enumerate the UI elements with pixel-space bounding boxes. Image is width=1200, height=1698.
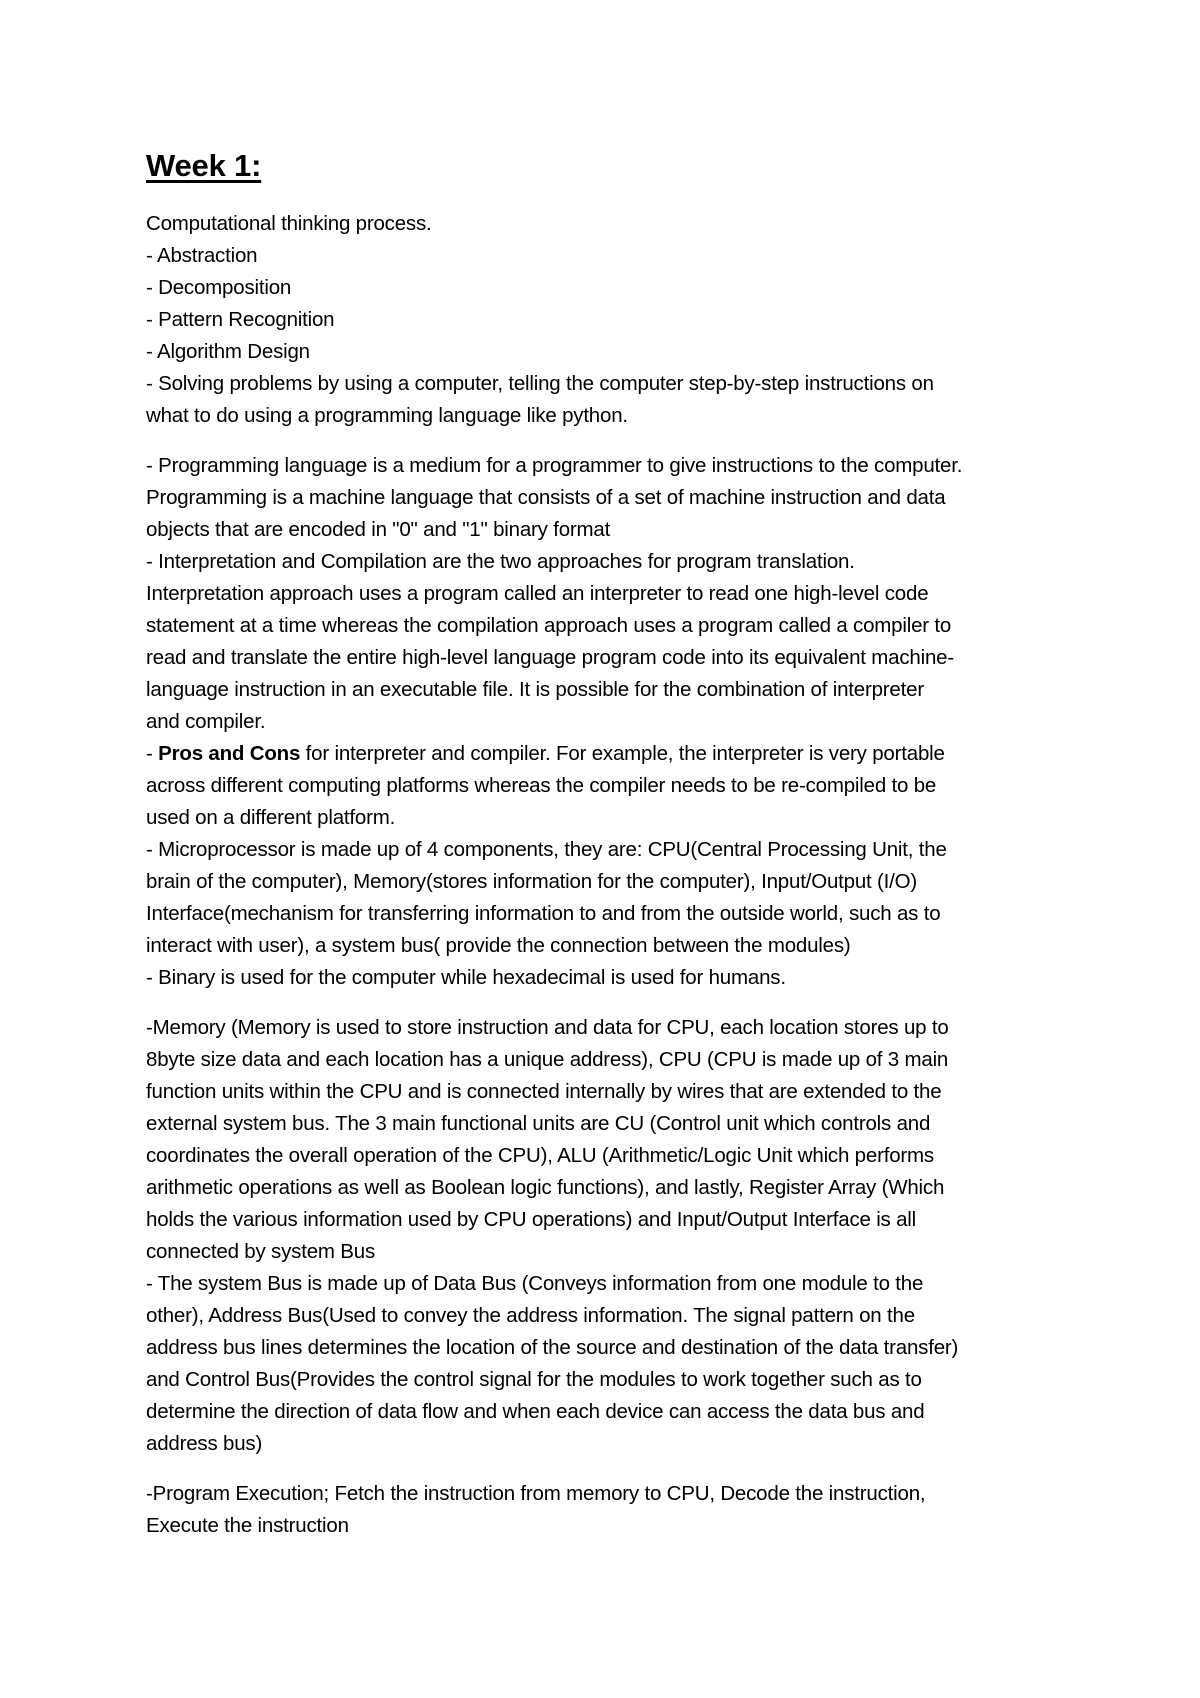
pros-cons-rest: for interpreter and compiler. For example, the interpreter is very portable <box>300 742 945 765</box>
paragraph-line: read and translate the entire high-level language program code into its equivalent machine- <box>146 646 955 669</box>
paragraph-line: Programming is a machine language that consists of a set of machine instruction and data <box>146 486 946 509</box>
paragraph-line: external system bus. The 3 main functional units are CU (Control unit which controls and <box>146 1112 931 1135</box>
paragraph-line: -Program Execution; Fetch the instruction from memory to CPU, Decode the instruction, <box>146 1482 926 1505</box>
paragraph-line: address bus) <box>146 1432 263 1455</box>
list-item: - Algorithm Design <box>146 340 310 363</box>
paragraph-line: connected by system Bus <box>146 1240 375 1263</box>
paragraph-line: determine the direction of data flow and when each device can access the data bus and <box>146 1400 925 1423</box>
paragraph-line: function units within the CPU and is connected internally by wires that are extended to the <box>146 1080 942 1103</box>
paragraph-line: - Binary is used for the computer while hexadecimal is used for humans. <box>146 966 786 989</box>
pros-cons-line <box>146 738 1066 770</box>
pros-cons-bold: Pros and Cons <box>158 742 301 765</box>
paragraph-line: used on a different platform. <box>146 806 396 829</box>
paragraph-line: Interface(mechanism for transferring information to and from the outside world, such as to <box>146 902 941 925</box>
paragraph-line: - The system Bus is made up of Data Bus (Conveys information from one module to the <box>146 1272 924 1295</box>
paragraph-line: Execute the instruction <box>146 1514 349 1537</box>
page-title: Week 1: <box>146 148 262 183</box>
paragraph-line: - Interpretation and Compilation are the two approaches for program translation. <box>146 550 855 573</box>
document-page <box>146 146 1066 1542</box>
paragraph-line: coordinates the overall operation of the CPU), ALU (Arithmetic/Logic Unit which performs <box>146 1144 934 1167</box>
intro-line: Computational thinking process. <box>146 212 432 235</box>
paragraph-line: - Microprocessor is made up of 4 components, they are: CPU(Central Processing Unit, the <box>146 838 947 861</box>
paragraph-line: statement at a time whereas the compilation approach uses a program called a compiler to <box>146 614 952 637</box>
paragraph-line: Interpretation approach uses a program called an interpreter to read one high-level code <box>146 582 929 605</box>
paragraph-line: objects that are encoded in "0" and "1" binary format <box>146 518 611 541</box>
paragraph-line: interact with user), a system bus( provide the connection between the modules) <box>146 934 851 957</box>
paragraph-line: arithmetic operations as well as Boolean logic functions), and lastly, Register Array (Which <box>146 1176 945 1199</box>
paragraph-line: holds the various information used by CPU operations) and Input/Output Interface is all <box>146 1208 917 1231</box>
paragraph-line: 8byte size data and each location has a unique address), CPU (CPU is made up of 3 main <box>146 1048 949 1071</box>
paragraph-line: - Programming language is a medium for a programmer to give instructions to the computer. <box>146 454 963 477</box>
paragraph-line: address bus lines determines the location of the source and destination of the data transfer) <box>146 1336 959 1359</box>
paragraph-line: -Memory (Memory is used to store instruction and data for CPU, each location stores up to <box>146 1016 949 1039</box>
paragraph-line: other), Address Bus(Used to convey the address information. The signal pattern on the <box>146 1304 915 1327</box>
list-item: - Pattern Recognition <box>146 308 335 331</box>
paragraph-gap <box>146 994 1066 1012</box>
paragraph-line: language instruction in an executable file. It is possible for the combination of interpreter <box>146 678 924 701</box>
paragraph-gap <box>146 1460 1066 1478</box>
paragraph-line: - Solving problems by using a computer, telling the computer step-by-step instructions on <box>146 372 934 395</box>
list-item: - Decomposition <box>146 276 292 299</box>
paragraph-gap <box>146 432 1066 450</box>
pros-cons-prefix: - <box>146 742 159 765</box>
paragraph-line: across different computing platforms whereas the compiler needs to be re-compiled to be <box>146 774 937 797</box>
paragraph-line: and Control Bus(Provides the control signal for the modules to work together such as to <box>146 1368 922 1391</box>
paragraph-line: brain of the computer), Memory(stores information for the computer), Input/Output (I/O) <box>146 870 918 893</box>
paragraph-line: and compiler. <box>146 710 266 733</box>
list-item: - Abstraction <box>146 244 258 267</box>
paragraph-line: what to do using a programming language like python. <box>146 404 628 427</box>
